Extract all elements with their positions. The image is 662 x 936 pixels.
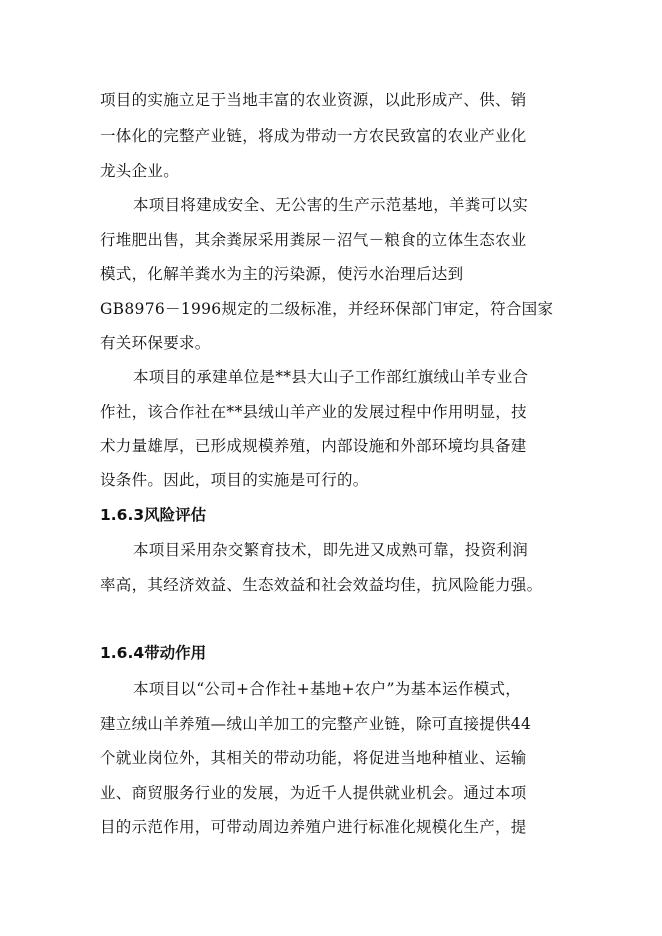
paragraph-1-line-3: 龙头企业。 bbox=[100, 162, 180, 180]
paragraph-2-line-1: 本项目将建成安全、无公害的生产示范基地，羊粪可以实 bbox=[133, 196, 529, 214]
paragraph-3-line-4: 设条件。因此，项目的实施是可行的。 bbox=[100, 471, 369, 489]
paragraph-5-line-3: 个就业岗位外，其相关的带动功能，将促进当地种植业、运输 bbox=[100, 749, 527, 767]
section-heading-risk: 1.6.3风险评估 bbox=[100, 506, 207, 524]
section-heading-drive: 1.6.4带动作用 bbox=[100, 644, 207, 662]
paragraph-5-line-4: 业、商贸服务行业的发展，为近千人提供就业机会。通过本项 bbox=[100, 784, 527, 802]
paragraph-4-line-1: 本项目采用杂交繁育技术，即先进又成熟可靠，投资利润 bbox=[133, 541, 529, 559]
paragraph-1-line-1: 项目的实施立足于当地丰富的农业资源，以此形成产、供、销 bbox=[100, 91, 527, 109]
paragraph-2-line-4: GB8976－1996规定的二级标准，并经环保部门审定，符合国家 bbox=[100, 300, 554, 318]
paragraph-1-line-2: 一体化的完整产业链，将成为带动一方农民致富的农业产业化 bbox=[100, 127, 527, 145]
paragraph-2-line-2: 行堆肥出售，其余粪尿采用粪尿－沼气－粮食的立体生态农业 bbox=[100, 231, 527, 249]
paragraph-5-line-2: 建立绒山羊养殖—绒山羊加工的完整产业链，除可直接提供44 bbox=[100, 715, 532, 733]
paragraph-2-line-5: 有关环保要求。 bbox=[100, 334, 211, 352]
paragraph-3-line-3: 术力量雄厚，已形成规模养殖，内部设施和外部环境均具备建 bbox=[100, 437, 527, 455]
paragraph-4-line-2: 率高，其经济效益、生态效益和社会效益均佳，抗风险能力强。 bbox=[100, 576, 543, 594]
paragraph-2-line-3: 模式，化解羊粪水为主的污染源，使污水治理后达到 bbox=[100, 265, 464, 283]
paragraph-3-line-1: 本项目的承建单位是**县大山子工作部红旗绒山羊专业合 bbox=[133, 368, 529, 386]
paragraph-5-line-5: 目的示范作用，可带动周边养殖户进行标准化规模化生产，提 bbox=[100, 818, 527, 836]
paragraph-3-line-2: 作社，该合作社在**县绒山羊产业的发展过程中作用明显，技 bbox=[100, 403, 527, 421]
paragraph-5-line-1: 本项目以“公司+合作社+基地+农户”为基本运作模式， bbox=[133, 680, 522, 698]
